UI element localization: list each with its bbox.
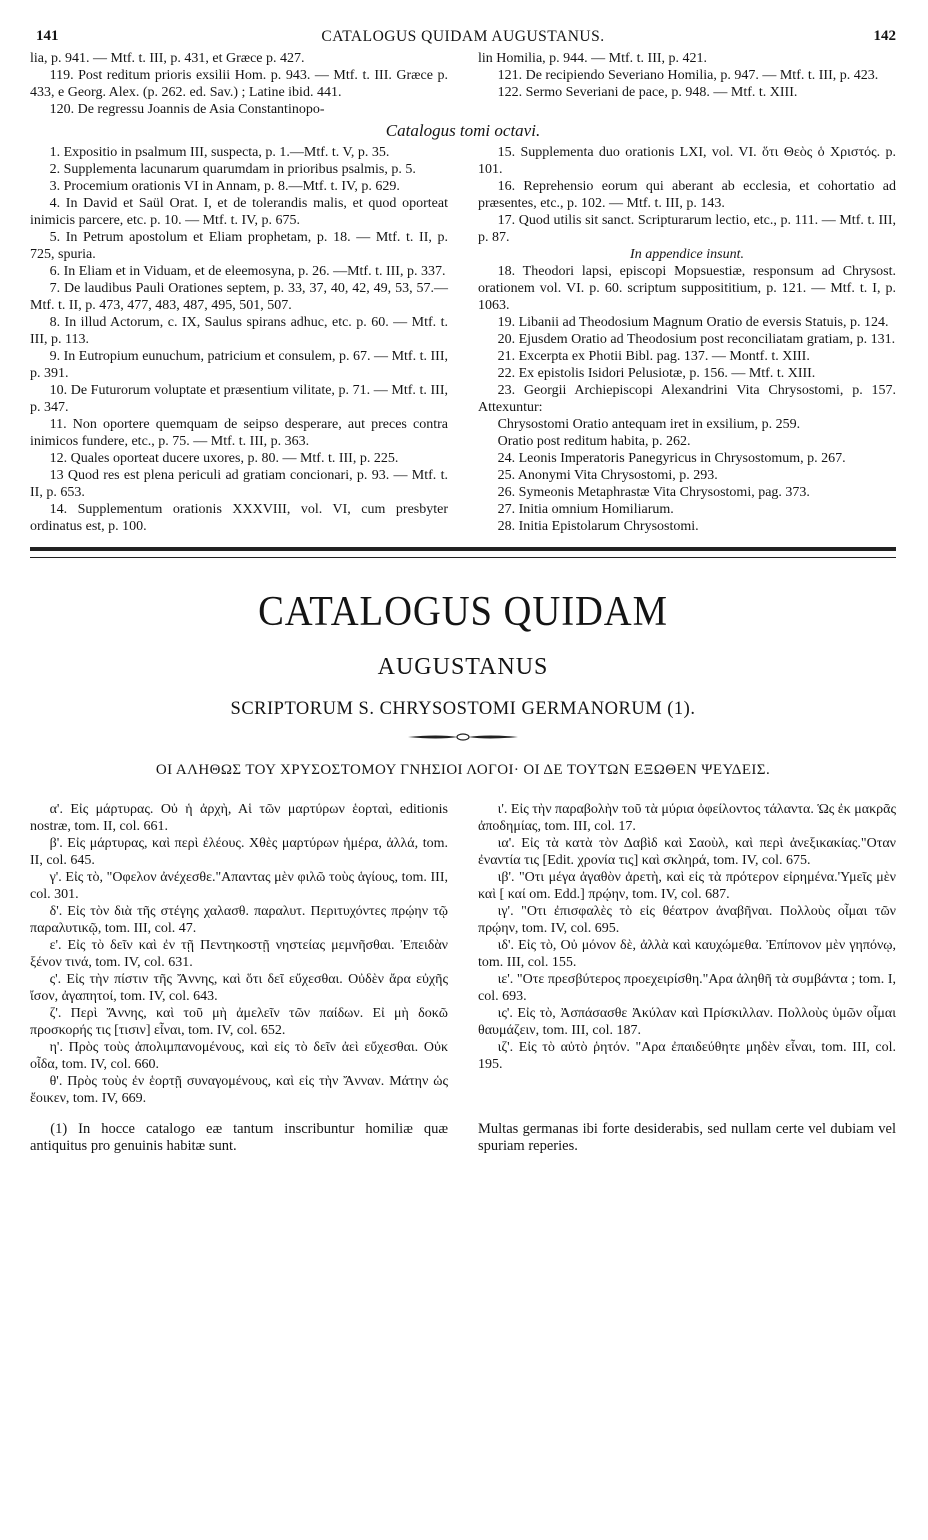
greek-entry: ιδ'. Εἰς τὸ, Οὐ μόνον δὲ, ἀλλὰ καὶ καυχώμεθα. Ἐπίπονον μὲν γηπόνῳ, tom. III, col. 155. <box>478 938 896 970</box>
greek-right-column <box>478 801 896 1107</box>
footnote-text: (1) In hocce catalogo eæ tantum inscribuntur homiliæ quæ antiquitus pro genuinis habitæ sunt. <box>30 1121 448 1154</box>
greek-entry: ιε'. "Οτε πρεσβύτερος προεχειρίσθη."Αρα ἀληθῆ τὰ συμβάντα ; tom. I, col. 693. <box>478 972 896 1004</box>
greek-entry: ς'. Εἰς τὴν πίστιν τῆς Ἄννης, καὶ ὅτι δεῖ εὔχεσθαι. Οὐδὲν ἄρα εὐχῆς ἴσον, ἀγαπητοί, tom. IV, col. 643. <box>30 972 448 1004</box>
catalogue-entry: 23. Georgii Archiepiscopi Alexandrini Vita Chrysostomi, p. 157. Attexuntur: <box>478 383 896 415</box>
footnote-left <box>30 1121 448 1155</box>
greek-entry: β'. Εἰς μάρτυρας, καὶ περὶ ἐλέους. Χθὲς μαρτύρων ἡμέρα, ἀλλά, tom. II, col. 645. <box>30 836 448 868</box>
greek-heading: ΟΙ ΑΛΗΘΩΣ ΤΟΥ ΧΡΥΣΟΣΤΟΜΟΥ ΓΝΗΣΙΟΙ ΛΟΓΟΙ· ΟΙ ΔΕ ΤΟΥΤΩΝ ΕΞΩΘΕΝ ΨΕΥΔΕΙΣ. <box>155 762 771 778</box>
catalogue-right-column <box>478 144 896 535</box>
greek-left-column <box>30 801 448 1107</box>
page <box>30 26 896 1155</box>
catalogue-entry: 22. Ex epistolis Isidori Pelusiotæ, p. 156. — Mtf. t. XIII. <box>497 366 816 381</box>
greek-entry: ια'. Εἰς τὰ κατὰ τὸν Δαβὶδ καὶ Σαοὺλ, καὶ περὶ ἀνεξικακίας."Οταν ἐναντία τις [Edit. χρονία τις] καὶ σκληρά, tom. IV, col. 675. <box>478 836 896 868</box>
top-left-column <box>30 50 448 118</box>
ornament-divider <box>408 732 518 742</box>
entry: 119. Post reditum prioris exsilii Hom. p. 943. — Mtf. t. III. Græce p. 433, e Georg. Alex. (p. 262. ed. Sav.) ; Latine ibid. 441. <box>30 68 448 100</box>
catalogue-entry: Chrysostomi Oratio antequam iret in exsilium, p. 259. <box>497 417 801 432</box>
catalogue-entry: 28. Initia Epistolarum Chrysostomi. <box>497 519 699 534</box>
catalogue-entry: 4. In David et Saül Orat. I, et de tolerandis malis, et quod oporteat inimicis parcere, etc. p. 10. — Mtf. t. IV, p. 675. <box>30 196 448 228</box>
catalogue-entry: 16. Reprehensio eorum qui aberant ab ecclesia, et cohortatio ad præsentes, etc., p. 102. — Mtf. t. III, p. 143. <box>478 179 896 211</box>
catalogue-entry: 26. Symeonis Metaphrastæ Vita Chrysostomi, pag. 373. <box>497 485 810 500</box>
catalogue-entry: 3. Procemium orationis VI in Annam, p. 8.—Mtf. t. IV, p. 629. <box>49 179 400 194</box>
entry: 121. De recipiendo Severiano Homilia, p. 947. — Mtf. t. III, p. 423. <box>497 68 879 83</box>
page-number-left: 141 <box>36 28 59 44</box>
running-head <box>30 26 896 50</box>
catalogue-entry: 11. Non oportere quemquam de seipso desperare, aut preces contra inimicos fundere, etc., p. 75. — Mtf. t. III, p. 363. <box>30 417 448 449</box>
catalogue-entry: 19. Libanii ad Theodosium Magnum Oratio de eversis Statuis, p. 124. <box>497 315 889 330</box>
catalogue-entry: 6. In Eliam et in Viduam, et de eleemosyna, p. 26. —Mtf. t. III, p. 337. <box>49 264 446 279</box>
catalogue-entry: 8. In illud Actorum, c. IX, Saulus spirans adhuc, etc. p. 60. — Mtf. t. III, p. 113. <box>30 315 448 347</box>
top-right-column <box>478 50 896 118</box>
catalogue-entry: 21. Excerpta ex Photii Bibl. pag. 137. — Montf. t. XIII. <box>497 349 810 364</box>
catalogue-entry: 20. Ejusdem Oratio ad Theodosium post reconciliatam gratiam, p. 131. <box>497 332 896 347</box>
catalogue-entry: 1. Expositio in psalmum III, suspecta, p. 1.—Mtf. t. V, p. 35. <box>49 145 390 160</box>
entry: 120. De regressu Joannis de Asia Constantinopo- <box>49 102 325 117</box>
greek-entry: γ'. Εἰς τὸ, "Οφελον ἀνέχεσθε."Απαντας μὲν φιλῶ τοὺς ἁγίους, tom. III, col. 301. <box>30 870 448 902</box>
catalogue-columns <box>30 144 896 535</box>
greek-entry: ε'. Εἰς τὸ δεῖν καὶ ἐν τῇ Πεντηκοστῇ νηστείας μεμνῆσθαι. Ἐπειδὰν ξένον τινά, tom. IV, col. 631. <box>30 938 448 970</box>
top-continuation <box>30 50 896 118</box>
catalogue-entry: 5. In Petrum apostolum et Eliam prophetam, p. 18. — Mtf. t. II, p. 725, spuria. <box>30 230 448 262</box>
running-title: CATALOGUS QUIDAM AUGUSTANUS. <box>321 28 605 45</box>
footnote-text: Multas germanas ibi forte desiderabis, sed nullam certe vel dubiam vel spuriam reperies. <box>478 1121 896 1154</box>
greek-entry: δ'. Εἰς τὸν διὰ τῆς στέγης χαλασθ. παραλυτ. Περιτυχόντες πρῴην τῷ παραλυτικῷ, tom. III, col. 47. <box>30 904 448 936</box>
subsub-title: SCRIPTORUM S. CHRYSOSTOMI GERMANORUM (1). <box>230 699 696 719</box>
catalogue-entry: 24. Leonis Imperatoris Panegyricus in Chrysostomum, p. 267. <box>497 451 846 466</box>
main-title: CATALOGUS QUIDAM <box>258 589 668 635</box>
catalogue-entry: 27. Initia omnium Homiliarum. <box>497 502 674 517</box>
greek-entry: ιβ'. "Οτι μέγα ἀγαθὸν ἀρετὴ, καὶ εἰς τὰ πρότερον εἰρημένα.'Υμεῖς μὲν καὶ [ καί om. Edd.] πρῴην, tom. IV, col. 687. <box>478 870 896 902</box>
greek-entry: ιγ'. "Οτι ἐπισφαλὲς τὸ εἰς θέατρον ἀναβῆναι. Πολλοὺς οἶμαι τῶν πρῴην, tom. IV, col. 695. <box>478 904 896 936</box>
catalogue-entry: 15. Supplementa duo orationis LXI, vol. VI. ὅτι Θεὸς ὁ Χριστός. p. 101. <box>478 145 896 177</box>
catalogue-entry: Oratio post reditum habita, p. 262. <box>497 434 691 449</box>
greek-entry: θ'. Πρὸς τοὺς ἐν ἑορτῇ συναγομένους, καὶ εἰς τὴν Ἄνναν. Μάτην ὡς ἔοικεν, tom. IV, 669. <box>30 1074 448 1106</box>
catalogue-entry: 17. Quod utilis sit sanct. Scripturarum lectio, etc., p. 111. — Mtf. t. III, p. 87. <box>478 213 896 245</box>
appendix-heading: In appendice insunt. <box>630 247 744 262</box>
catalogue-heading: Catalogus tomi octavi. <box>385 121 541 140</box>
catalogue-entry: 14. Supplementum orationis XXXVIII, vol. VI, cum presbyter ordinatus est, p. 100. <box>30 502 448 534</box>
greek-entry: ζ'. Περὶ Ἄννης, καὶ τοῦ μὴ ἀμελεῖν τῶν παίδων. Εἰ μὴ δοκῶ προσκορής τις [τισιν] εἶναι, tom. IV, col. 652. <box>30 1006 448 1038</box>
entry: 122. Sermo Severiani de pace, p. 948. — Mtf. t. XIII. <box>497 85 798 100</box>
section-divider <box>30 547 896 558</box>
footnote <box>30 1121 896 1155</box>
catalogue-entry: 9. In Eutropium eunuchum, patricium et consulem, p. 67. — Mtf. t. III, p. 391. <box>30 349 448 381</box>
catalogue-left-column <box>30 144 448 535</box>
catalogue-entry: 7. De laudibus Pauli Orationes septem, p. 33, 37, 40, 42, 49, 53, 57.—Mtf. t. II, p. 473, 477, 483, 487, 495, 501, 507. <box>30 281 448 313</box>
catalogue-entry: 12. Quales oporteat ducere uxores, p. 80. — Mtf. t. III, p. 225. <box>49 451 399 466</box>
catalogue-entry: 2. Supplementa lacunarum quarumdam in prioribus psalmis, p. 5. <box>49 162 416 177</box>
entry: lin Homilia, p. 944. — Mtf. t. III, p. 421. <box>478 51 708 66</box>
entry: lia, p. 941. — Mtf. t. III, p. 431, et Græce p. 427. <box>30 51 305 66</box>
page-number-right: 142 <box>873 28 896 44</box>
footnote-right <box>478 1121 896 1155</box>
greek-entry: η'. Πρὸς τοὺς ἀπολιμπανομένους, καὶ εἰς τὸ δεῖν ἀεὶ εὔχεσθαι. Οὐκ οἶδα, tom. IV, col. 660. <box>30 1040 448 1072</box>
catalogue-entry: 18. Theodori lapsi, episcopi Mopsuestiæ, responsum ad Chrysost. orationem vol. VI. p. 60. scriptum supposititium, p. 121. — Mtf. t. I, p. 1063. <box>478 264 896 313</box>
greek-columns <box>30 801 896 1107</box>
sub-title: AUGUSTANUS <box>377 654 549 680</box>
catalogue-entry: 13 Quod res est plena periculi ad gratiam concionari, p. 93. — Mtf. t. II, p. 653. <box>30 468 448 500</box>
greek-entry: ις'. Εἰς τὸ, Ἀσπάσασθε Ἀκύλαν καὶ Πρίσκιλλαν. Πολλοὺς ὑμῶν οἶμαι θαυμάζειν, tom. III, col. 187. <box>478 1006 896 1038</box>
catalogue-entry: 10. De Futurorum voluptate et præsentium vilitate, p. 71. — Mtf. t. III, p. 347. <box>30 383 448 415</box>
greek-entry: α'. Εἰς μάρτυρας. Οὐ ἡ ἀρχὴ, Αἱ τῶν μαρτύρων ἑορταὶ, editionis nostræ, tom. II, col. 661. <box>30 802 448 834</box>
catalogue-entry: 25. Anonymi Vita Chrysostomi, p. 293. <box>497 468 718 483</box>
greek-entry: ιζ'. Εἰς τὸ αὐτὸ ῥητόν. "Αρα ἐπαιδεύθητε μηδὲν εἶναι, tom. III, col. 195. <box>478 1040 896 1072</box>
greek-entry: ι'. Εἰς τὴν παραβολὴν τοῦ τὰ μύρια ὀφείλοντος τάλαντα. Ὡς ἐκ μακρᾶς ἀποδημίας, tom. III, col. 17. <box>478 802 896 834</box>
